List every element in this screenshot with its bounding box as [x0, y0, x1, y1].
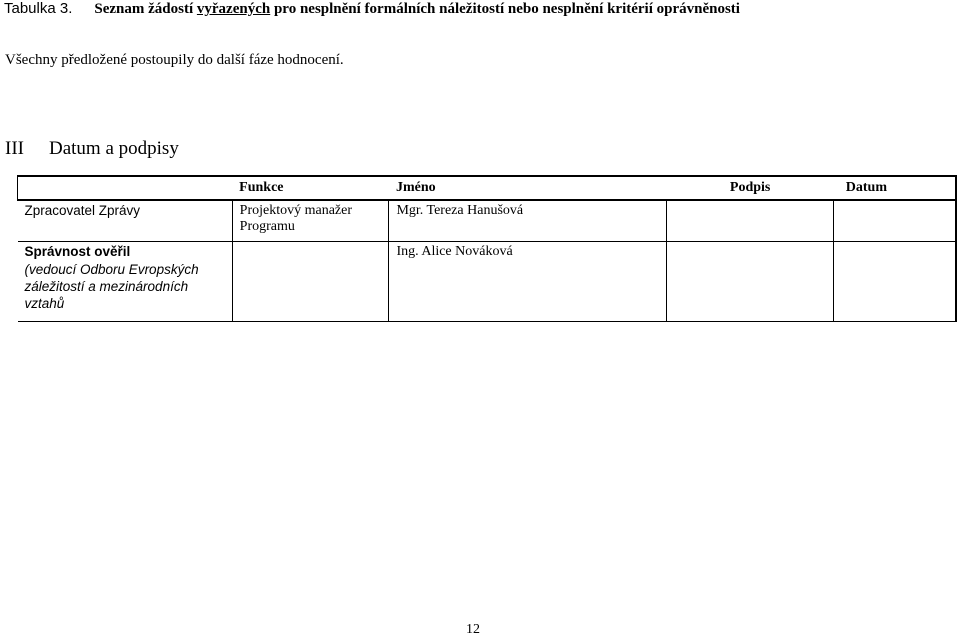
jmeno-cell: Mgr. Tereza Hanušová: [389, 200, 666, 242]
row-label: Správnost ověřil: [24, 244, 131, 259]
section-title: Datum a podpisy: [49, 138, 179, 159]
jmeno-cell: Ing. Alice Nováková: [389, 242, 666, 322]
funkce-cell: [232, 242, 389, 322]
section-heading: [5, 138, 179, 160]
caption-label: Tabulka 3.: [4, 0, 73, 17]
podpis-cell: [666, 200, 834, 242]
status-note: Všechny předložené postoupily do další fáze hodnocení.: [5, 52, 344, 68]
podpis-cell: [666, 242, 834, 322]
table-header-row: [18, 176, 957, 200]
caption-text-before: Seznam žádostí: [94, 1, 197, 17]
caption-underlined-word: vyřazených: [196, 1, 271, 17]
table-row: [18, 242, 957, 322]
header-empty-cell: [18, 176, 233, 200]
page-number: 12: [466, 622, 480, 637]
funkce-cell: Projektový manažer Programu: [232, 200, 389, 242]
table-caption: [4, 0, 740, 18]
header-datum: Datum: [834, 176, 956, 200]
datum-cell: [834, 242, 956, 322]
row-label-cell: [18, 200, 233, 242]
section-number: III: [5, 138, 24, 159]
signature-table: [17, 175, 957, 322]
header-podpis: Podpis: [666, 176, 834, 200]
table-row: [18, 200, 957, 242]
row-label-detail: (vedoucí Odboru Evropských záležitostí a mezinárodních vztahů: [24, 262, 199, 311]
row-label: Zpracovatel Zprávy: [24, 203, 141, 218]
header-jmeno: Jméno: [389, 176, 666, 200]
header-funkce: Funkce: [232, 176, 389, 200]
row-label-cell: [18, 242, 233, 322]
datum-cell: [834, 200, 956, 242]
caption-text-after: pro nesplnění formálních náležitostí nebo nesplnění kritérií oprávněnosti: [270, 1, 740, 17]
caption-title: [94, 1, 740, 17]
